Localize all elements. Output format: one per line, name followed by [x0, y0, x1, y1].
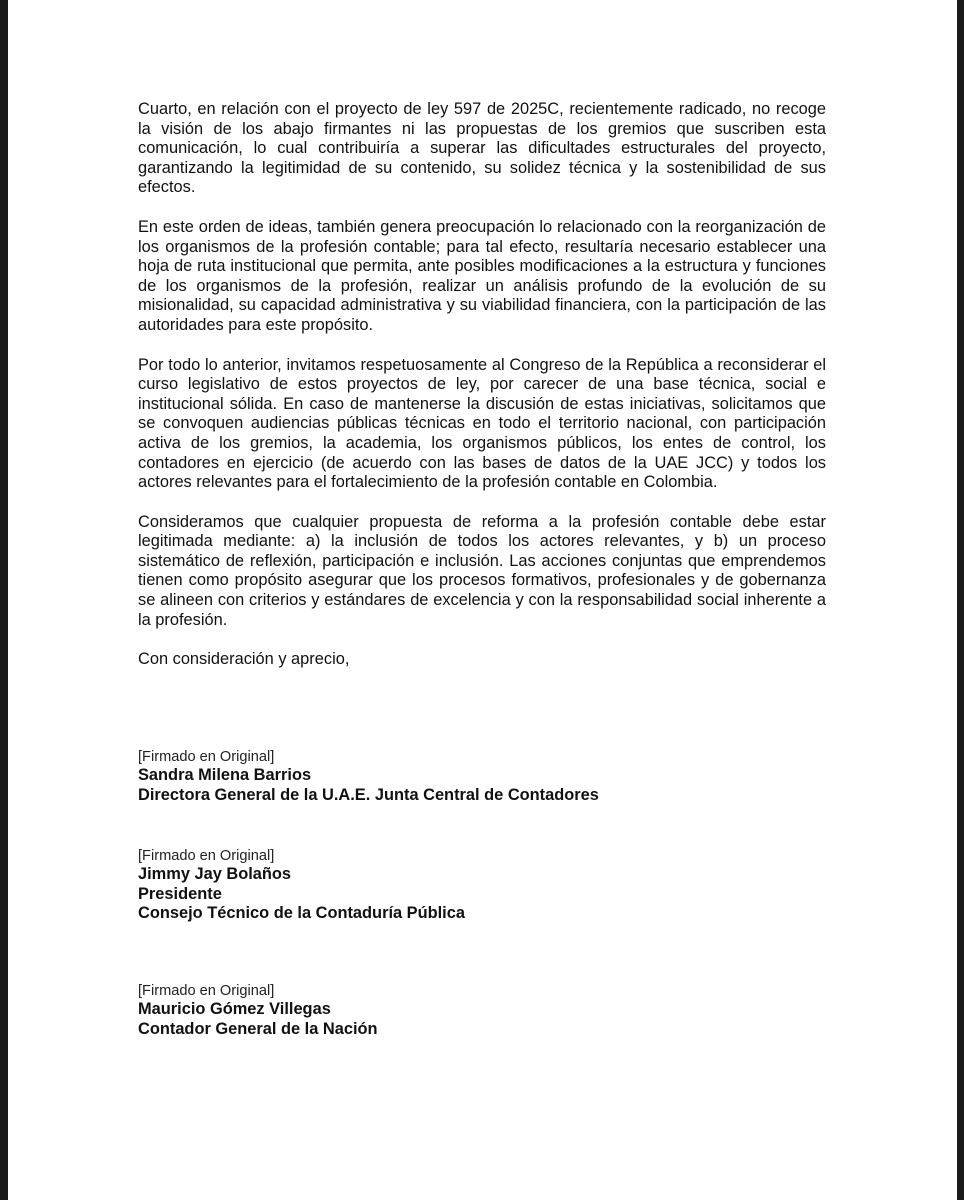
signature-block-1	[138, 748, 599, 805]
paragraph-por-todo-lo-anterior: Por todo lo anterior, invitamos respetuosamente al Congreso de la República a reconsiderar el curso legislativo de estos proyectos de ley, por carecer de una base técnica, social e institucional sólida. En caso de mantenerse la discusión de estas iniciativas, solicitamos que se convoquen audiencias públicas técnicas en todo el territorio nacional, con participación activa de los gremios, la academia, los organismos públicos, los entes de control, los contadores en ejercicio (de acuerdo con las bases de datos de la UAE JCC) y todos los actores relevantes para el fortalecimiento de la profesión contable en Colombia.	[138, 355, 826, 492]
signed-original-note: [Firmado en Original]	[138, 983, 275, 999]
paragraph-orden-de-ideas: En este orden de ideas, también genera preocupación lo relacionado con la reorganización de los organismos de la profesión contable; para tal efecto, resultaría necesario establecer una hoja de ruta institucional que permita, ante posibles modificaciones a la estructura y funciones de los organismos de la profesión, realizar un análisis profundo de la evolución de su misionalidad, su capacidad administrativa y su viabilidad financiera, con la participación de las autoridades para este propósito.	[138, 217, 826, 334]
signatory-name: Jimmy Jay Bolaños	[138, 865, 292, 883]
signatory-name: Mauricio Gómez Villegas	[138, 1000, 331, 1018]
right-border-edge	[957, 0, 964, 1200]
signature-block-3	[138, 982, 378, 1039]
signed-original-note: [Firmado en Original]	[138, 848, 275, 864]
signatory-title: Contador General de la Nación	[138, 1019, 378, 1038]
signatory-name: Sandra Milena Barrios	[138, 766, 312, 784]
signed-original-note: [Firmado en Original]	[138, 749, 275, 765]
closing-line: Con consideración y aprecio,	[138, 650, 350, 669]
signatory-organization: Consejo Técnico de la Contaduría Pública	[138, 904, 465, 923]
paragraph-consideramos: Consideramos que cualquier propuesta de reforma a la profesión contable debe estar legitimada mediante: a) la inclusión de todos los actores relevantes, y b) un proceso sistemático de reflexión, participación e inclusión. Las acciones conjuntas que emprendemos tienen como propósito asegurar que los procesos formativos, profesionales y de gobernanza se alineen con criterios y estándares de excelencia y con la responsabilidad social inherente a la profesión.	[138, 512, 826, 629]
letter-body	[138, 100, 826, 670]
left-border-edge	[0, 0, 8, 1200]
signatory-title: Presidente	[138, 884, 222, 903]
signature-block-2	[138, 847, 465, 924]
signatory-title: Directora General de la U.A.E. Junta Central de Contadores	[138, 785, 599, 804]
paragraph-cuarto: Cuarto, en relación con el proyecto de ley 597 de 2025C, recientemente radicado, no recoge la visión de los abajo firmantes ni las propuestas de los gremios que suscriben esta comunicación, lo cual contribuiría a superar las dificultades estructurales del proyecto, garantizando la legitimidad de su contenido, su solidez técnica y la sostenibilidad de sus efectos.	[138, 100, 826, 197]
